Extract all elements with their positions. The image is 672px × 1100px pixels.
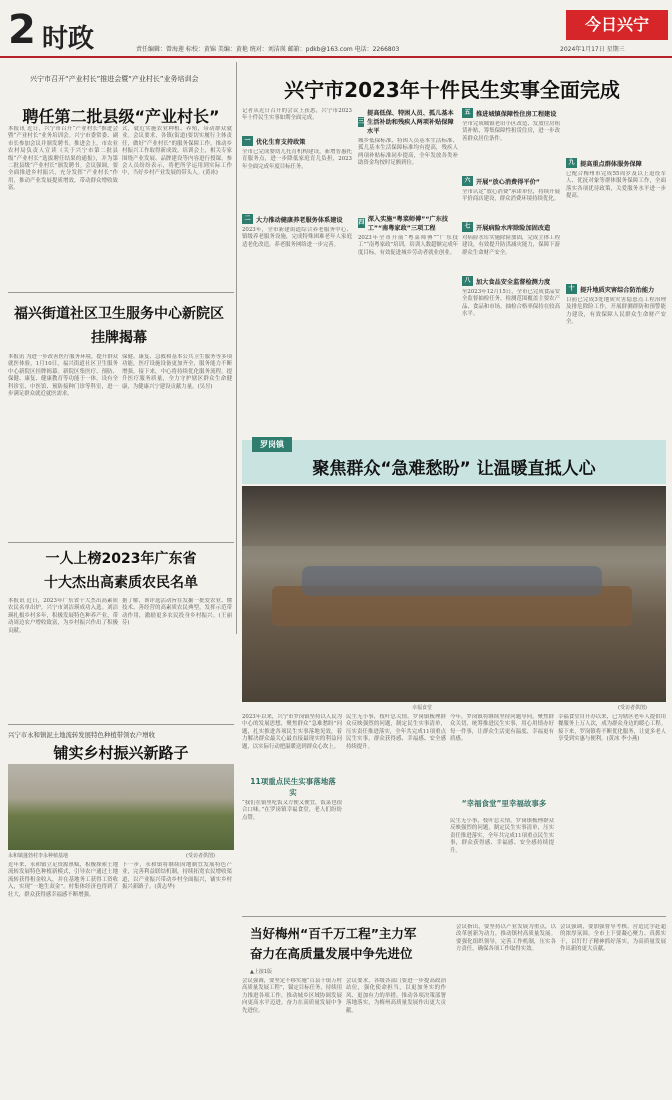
lead-item-title: 推进城镇保障性住房工程建设 <box>476 110 557 118</box>
lead-item-number: 一 <box>242 136 253 146</box>
story4-photo-credit: (受访者供图) <box>186 853 215 859</box>
story2-title: 福兴街道社区卫生服务中心新院区挂牌揭幕 <box>14 306 224 346</box>
lead-item-title: 提高低保、特困人员、孤儿基本生活补助和残疾人两项补贴保障水平 <box>367 110 454 135</box>
feature-col1: 2023年以来，兴宁市罗岗镇坚持以人民为中心的发展思想，聚焦群众“急难愁盼”问题，扎实推进各项民生实事落地见效，着力解决群众最关心最直接最现实的利益问题，以实际行动把温暖送到群众心坎上。 <box>242 714 342 750</box>
divider <box>8 542 234 543</box>
story4-body: 近年来，永和镇立足资源禀赋，积极探索土地流转发展特色种植新模式，引导农户通过土地流转获得租金收入，并在基地务工获得工资收入，实现“一地生双金”。村集体经济也得到了壮大，群众获得感幸福感不断增强。 <box>8 862 118 898</box>
lead-item-body: 全市完成城镇老旧小区改造、发放住房租赁补贴，筹集保障性租赁住房，进一步改善群众居住条件。 <box>462 121 560 142</box>
canteen-diners <box>302 566 602 596</box>
feature-sub2: “幸福食堂”里幸福故事多 <box>461 799 547 808</box>
lead-item-title: 开展病险水库除险加固改造 <box>476 224 551 232</box>
lead-item <box>566 284 666 374</box>
lead-item-body: 至2023年12月15日，全市已完成食品安全监督抽检任务，检测范围覆盖主要农产品、食品和市场，抽检合格率保持在较高水平。 <box>462 289 560 318</box>
lead-item <box>462 176 560 216</box>
story3-title-line1: 一人上榜2023年广东省 <box>45 551 197 567</box>
lead-item-title: 提升地质灾害综合防治能力 <box>580 286 655 294</box>
lead-item-title: 大力推动健康养老服务体系建设 <box>256 216 343 224</box>
story1-title: 聘任第二批县级“产业村长” <box>22 107 220 126</box>
lead-item-number: 五 <box>462 108 473 118</box>
feature-col1c: “我们在镇里吃饭又方便又便宜，饭菜也很合口味。”在罗岗镇幸福食堂，老人们纷纷点赞。 <box>242 800 342 821</box>
canteen-ceiling <box>242 486 666 546</box>
lead-item-number: 八 <box>462 276 473 286</box>
masthead <box>0 0 672 58</box>
story4-photo-caption: 永和镇蓬勃村李永种植基地 <box>8 853 69 859</box>
lead-item-heading <box>566 284 666 294</box>
story3-body-col2: 据了解，该评选活动旨在发掘一批爱农业、懂技术、善经营的高素质农民典型，发挥示范带动作用，激励更多农民投身乡村振兴。(王丽芬) <box>122 598 232 627</box>
lead-item-heading <box>462 176 560 186</box>
lead-item <box>462 222 560 268</box>
bottom-title-line1: 当好梅州“百千万工程”主力军 <box>250 926 417 941</box>
lead-item-number: 六 <box>462 176 473 186</box>
story4-body-col2: 下一步，永和镇将继续因地制宜发展特色产业，完善利益联结机制，持续拓宽农民增收渠道，以产业振兴带动乡村全面振兴，铺实乡村振兴新路子。(黄志华) <box>122 862 232 891</box>
story4-title: 铺实乡村振兴新路子 <box>53 744 189 762</box>
feature-badge: 罗岗镇 <box>252 437 292 452</box>
lead-item-body: 全市已完成婴幼儿托育机构建设，新增普惠托育服务点，进一步降低家庭育儿负担，2023年全面完成年度目标任务。 <box>242 149 352 170</box>
bottom-col3: 会议指出，要坚持以产业发展为重点，以改革创新为动力，推动镇村高质量发展。要强化组织领导，完善工作机制，压实各方责任，确保各项工作取得实效。 <box>456 924 556 953</box>
divider <box>8 292 234 293</box>
lead-item-number: 二 <box>242 214 253 224</box>
lead-item-body: 目前已完成3处地质灾害隐患点工程治理及排危除险工作，开展群测群防和预警能力建设，有效保障人民群众生命财产安全。 <box>566 297 666 326</box>
lead-item-number: 三 <box>358 117 365 125</box>
feature-col4: 幸福食堂自开办以来，已为辖区老年人提供用餐服务上万人次，成为群众身边的暖心工程。接下来，罗岗镇将不断优化服务，让更多老人享受到实惠与便利。(黄冰 李小燕) <box>558 714 666 743</box>
bottom-col1: 会议强调，要坚定不移实施“百县千镇万村高质量发展工程”，锚定目标任务，持续用力推进各项工作，推动城乡区域协调发展向更高水平迈进，奋力在高质量发展中争先进位。 <box>242 978 342 1014</box>
issue-date: 2024年1月17日 星期三 <box>560 46 625 53</box>
story4-kicker: 兴宁市永和镇泥土地流转发展特色种植带领农户增收 <box>8 731 155 739</box>
lead-item <box>358 108 458 204</box>
lead-item-body: 2023年，全市新建街道综合养老服务中心、镇级养老服务设施，完成特殊困难老年人家庭适老化改造，养老服务网络进一步完善。 <box>242 227 352 248</box>
feature-title: 聚焦群众“急难愁盼” 让温暖直抵人心 <box>312 459 596 479</box>
lead-item <box>462 276 560 362</box>
lead-item-title: 开展“放心消费得平价” <box>476 178 540 186</box>
lead-item-title: 提高重点群体服务保障 <box>580 160 642 168</box>
lead-item-heading <box>462 222 560 232</box>
story3-title-line2: 十大杰出高素质农民名单 <box>44 575 198 591</box>
lead-item <box>242 136 352 206</box>
page-number: 2 <box>8 7 36 53</box>
lead-item-number: 九 <box>566 158 577 168</box>
bottom-col4: 会议强调，要加强督导考核，营造比学赶超的浓厚氛围。全市上下要凝心聚力、真抓实干，以钉钉子精神抓好落实，为高质量发展作出新的更大贡献。 <box>560 924 666 953</box>
lead-title: 兴宁市2023年十件民生实事全面完成 <box>284 78 620 102</box>
feature-col3-more: 民生无小事，枝叶总关情。罗岗镇梳理群众反映强烈的问题，制定民生实事清单，压实责任推进落实，全年共完成11项重点民生实事，群众获得感、幸福感、安全感持续提升。 <box>450 818 554 854</box>
lead-item <box>462 108 560 166</box>
story2-body: 本报讯 为进一步改善医疗服务环境，提升群众就医体验，1月10日，福兴街道社区卫生服务中心新院区挂牌揭幕。新院区集医疗、预防、保健、康复、健康教育等功能于一体，设有全科诊室、中医馆、预防接种门诊等科室，进一步满足群众就近就医需求。 <box>8 354 118 398</box>
feature-photo-caption: 幸福食堂 <box>412 705 433 711</box>
lead-item <box>358 214 458 424</box>
lead-item-body: 全市认定“放心消费”承诺单位，持续开展平价商店建设，群众消费环境持续优化。 <box>462 189 560 203</box>
story1-body: 本报讯 近日，兴宁市召开“产业村长”推进会暨“产业村长”业务培训会。兴宁市委常委、副市长参加会议并颁发聘书。推进会上，市农业农村局负责人宣读《关于兴宁市第二批县级“产业村长”选拔聘任结果的通报》，并为第二批县级“产业村长”颁发聘书。会议强调，要全面推进乡村振兴，充分发挥“产业村长”作用，推动产业发展提质增效，带动群众增收致富。 <box>8 126 118 192</box>
bottom-sub: ▲上接1版 <box>250 969 273 975</box>
lead-item-body: 已配合梅州市完成55周岁及以上退役军人、优抚对象等群体服务保障工作，全面落实各项优待政策，关爱服务水平进一步提高。 <box>566 171 666 200</box>
story3-body: 本报讯 近日，2023年广东省十大杰出高素质农民名单出炉，兴宁市刘洁瑛成功入选。刘洁瑛扎根乡村多年，积极发展特色种养产业，带动周边农户增收致富，为乡村振兴作出了积极贡献。 <box>8 598 118 634</box>
lead-item-number: 四 <box>358 219 365 226</box>
lead-item-number: 十 <box>566 284 577 294</box>
page-name: 时政 <box>42 24 95 54</box>
canteen-photo <box>242 486 666 702</box>
lead-item-title: 深入实施“粤菜师傅”“广东技工”“南粤家政”三项工程 <box>367 216 448 232</box>
column-divider <box>236 62 237 634</box>
story1-kicker: 兴宁市召开“产业村长”推进会暨“产业村长”业务培训会 <box>30 75 199 83</box>
lead-item-heading <box>242 214 352 224</box>
feature-col2: 民生无小事，枝叶总关情。罗岗镇梳理群众反映强烈的问题，制定民生实事清单，压实责任推进落实，全年共完成11项重点民生实事，群众获得感、幸福感、安全感持续提升。 <box>346 714 446 750</box>
lead-item <box>242 214 352 332</box>
lead-item-heading <box>462 108 560 118</box>
lead-item-heading <box>462 276 560 286</box>
lead-item-heading <box>566 158 666 168</box>
farm-photo <box>8 764 234 850</box>
lead-item-body: 对病险水库实施除险加固，完成主体工程建设，有效提升防洪减灾能力，保障下游群众生命财产安全。 <box>462 235 560 256</box>
bottom-title-line2: 奋力在高质量发展中争先进位 <box>250 946 413 961</box>
lead-item-body: 2023年全市开展“粤菜师傅”“广东技工”“南粤家政”培训，培训人数超额完成年度目标，有效促进城乡劳动者就业创业。 <box>358 235 458 256</box>
story1-body-col2: 式，就近实施农业种植、养殖，带动群众就业。会议要求，各镇(街道)要切实履行主体责任，做好“产业村长”的服务保障工作，推动乡村振兴工作取得新成效。培训会上，相关专家围绕产业发展、品牌建设等内容进行授课。参会人员纷纷表示，将把所学运用到实际工作中，当好乡村产业发展的带头人。(黄冰) <box>122 126 232 177</box>
bottom-col2: 会议要求，各级各部门要进一步提高政治站位，强化使命担当，以更加务实的作风、更加有力的举措，推动各项决策部署落地落实，为梅州高质量发展作出更大贡献。 <box>346 978 446 1014</box>
lead-item-title: 优化生育支持政策 <box>256 138 306 146</box>
divider <box>8 724 234 725</box>
newspaper-logo: 今日兴宁 <box>566 10 668 40</box>
feature-sub1: 11项重点民生实事落地落实 <box>250 777 336 797</box>
feature-photo-credit: (受访者供图) <box>618 705 647 711</box>
lead-item-number: 七 <box>462 222 473 232</box>
feature-col3: 今年，罗岗镇将继续坚持问题导向，聚焦群众关切，统筹推进民生实事，用心用情办好每一件事，让群众生活更有温度、幸福更有质感。 <box>450 714 554 743</box>
lead-item <box>566 158 666 254</box>
editor-info: 责任编辑：曾海莲 标校：黄锦 美编：黄艳 统对：刘洁瑛 邮箱：pdkb@163.com 电话：2266803 <box>136 46 400 53</box>
lead-item-heading <box>242 136 352 146</box>
divider <box>242 916 666 917</box>
story2-body-col2: 保健、康复、急救和基本公共卫生服务等多项功能，医疗设施设备更加齐全，服务能力不断增强。接下来，中心将持续优化服务流程，提升医疗服务质量，全力守护辖区群众生命健康，为健康兴宁建设贡献力量。(吴昱) <box>122 354 232 390</box>
lead-item-title: 加大食品安全监督检测力度 <box>476 278 551 286</box>
lead-item-heading <box>358 108 458 135</box>
lead-intro: 记者从近日召开的会议上获悉，兴宁市2023年十件民生实事如期全面完成。 <box>242 108 352 122</box>
lead-item-body: 城乡低保标准、特困人员基本生活标准、孤儿基本生活保障标准均有提高，残疾人两项补贴标准同步提高，全年发放各类补助资金均按时足额到位。 <box>358 138 458 167</box>
lead-item-heading <box>358 214 458 232</box>
